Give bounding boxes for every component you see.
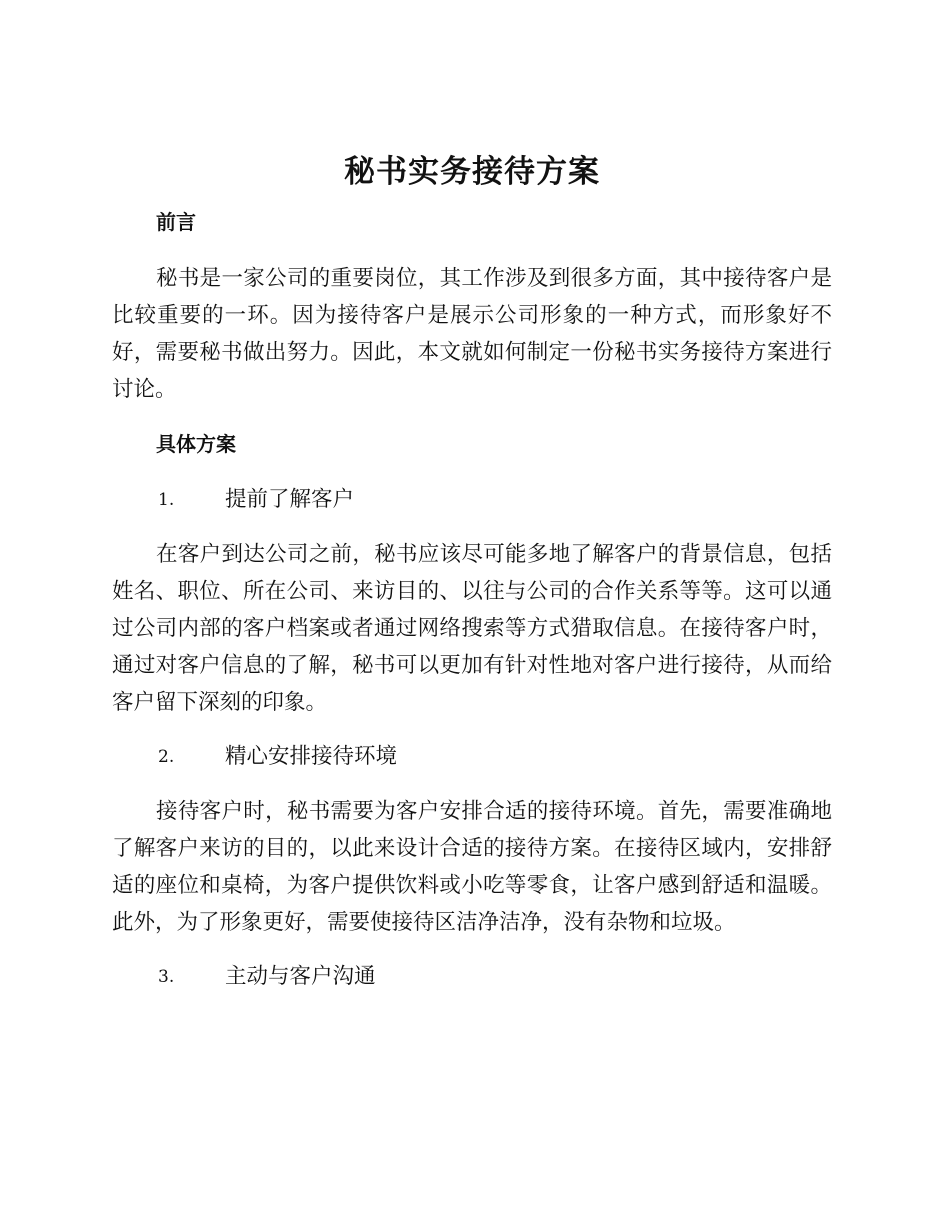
document-title: 秘书实务接待方案 xyxy=(344,154,600,190)
list-number: 2. xyxy=(158,747,175,767)
spacer xyxy=(112,518,832,536)
spacer xyxy=(112,721,832,739)
list-item-3 xyxy=(112,959,832,995)
spacer xyxy=(112,941,832,959)
item-1-paragraph: 在客户到达公司之前，秘书应该尽可能多地了解客户的背景信息，包括姓名、职位、所在公司、来访目的、以往与公司的合作关系等等。这可以通过公司内部的客户档案或者通过网络搜索等方式猎取信息。在接待客户时，通过对客户信息的了解，秘书可以更加有针对性地对客户进行接待，从而给客户留下深刻的印象。 xyxy=(112,542,832,715)
list-title: 提前了解客户 xyxy=(225,487,355,512)
spacer xyxy=(112,462,832,482)
spacer xyxy=(112,240,832,260)
preface-heading: 前言 xyxy=(156,210,196,234)
list-item-2 xyxy=(112,739,832,775)
document-page xyxy=(112,140,832,995)
list-number: 3. xyxy=(158,967,175,987)
item-2-paragraph: 接待客户时，秘书需要为客户安排合适的接待环境。首先，需要准确地了解客户来访的目的，以此来设计合适的接待方案。在接待区域内，安排舒适的座位和桌椅，为客户提供饮料或小吃等零食，让客户感到舒适和温暖。此外，为了形象更好，需要使接待区洁净洁净，没有杂物和垃圾。 xyxy=(112,799,832,935)
spacer xyxy=(112,408,832,426)
list-item-1 xyxy=(112,482,832,518)
spacer xyxy=(112,775,832,793)
list-title: 精心安排接待环境 xyxy=(225,744,398,769)
plan-heading: 具体方案 xyxy=(156,432,236,456)
list-title: 主动与客户沟通 xyxy=(225,964,376,989)
preface-paragraph: 秘书是一家公司的重要岗位，其工作涉及到很多方面，其中接待客户是比较重要的一环。因为接待客户是展示公司形象的一种方式，而形象好不好，需要秘书做出努力。因此，本文就如何制定一份秘书实务接待方案进行讨论。 xyxy=(112,266,832,402)
list-number: 1. xyxy=(158,490,175,510)
